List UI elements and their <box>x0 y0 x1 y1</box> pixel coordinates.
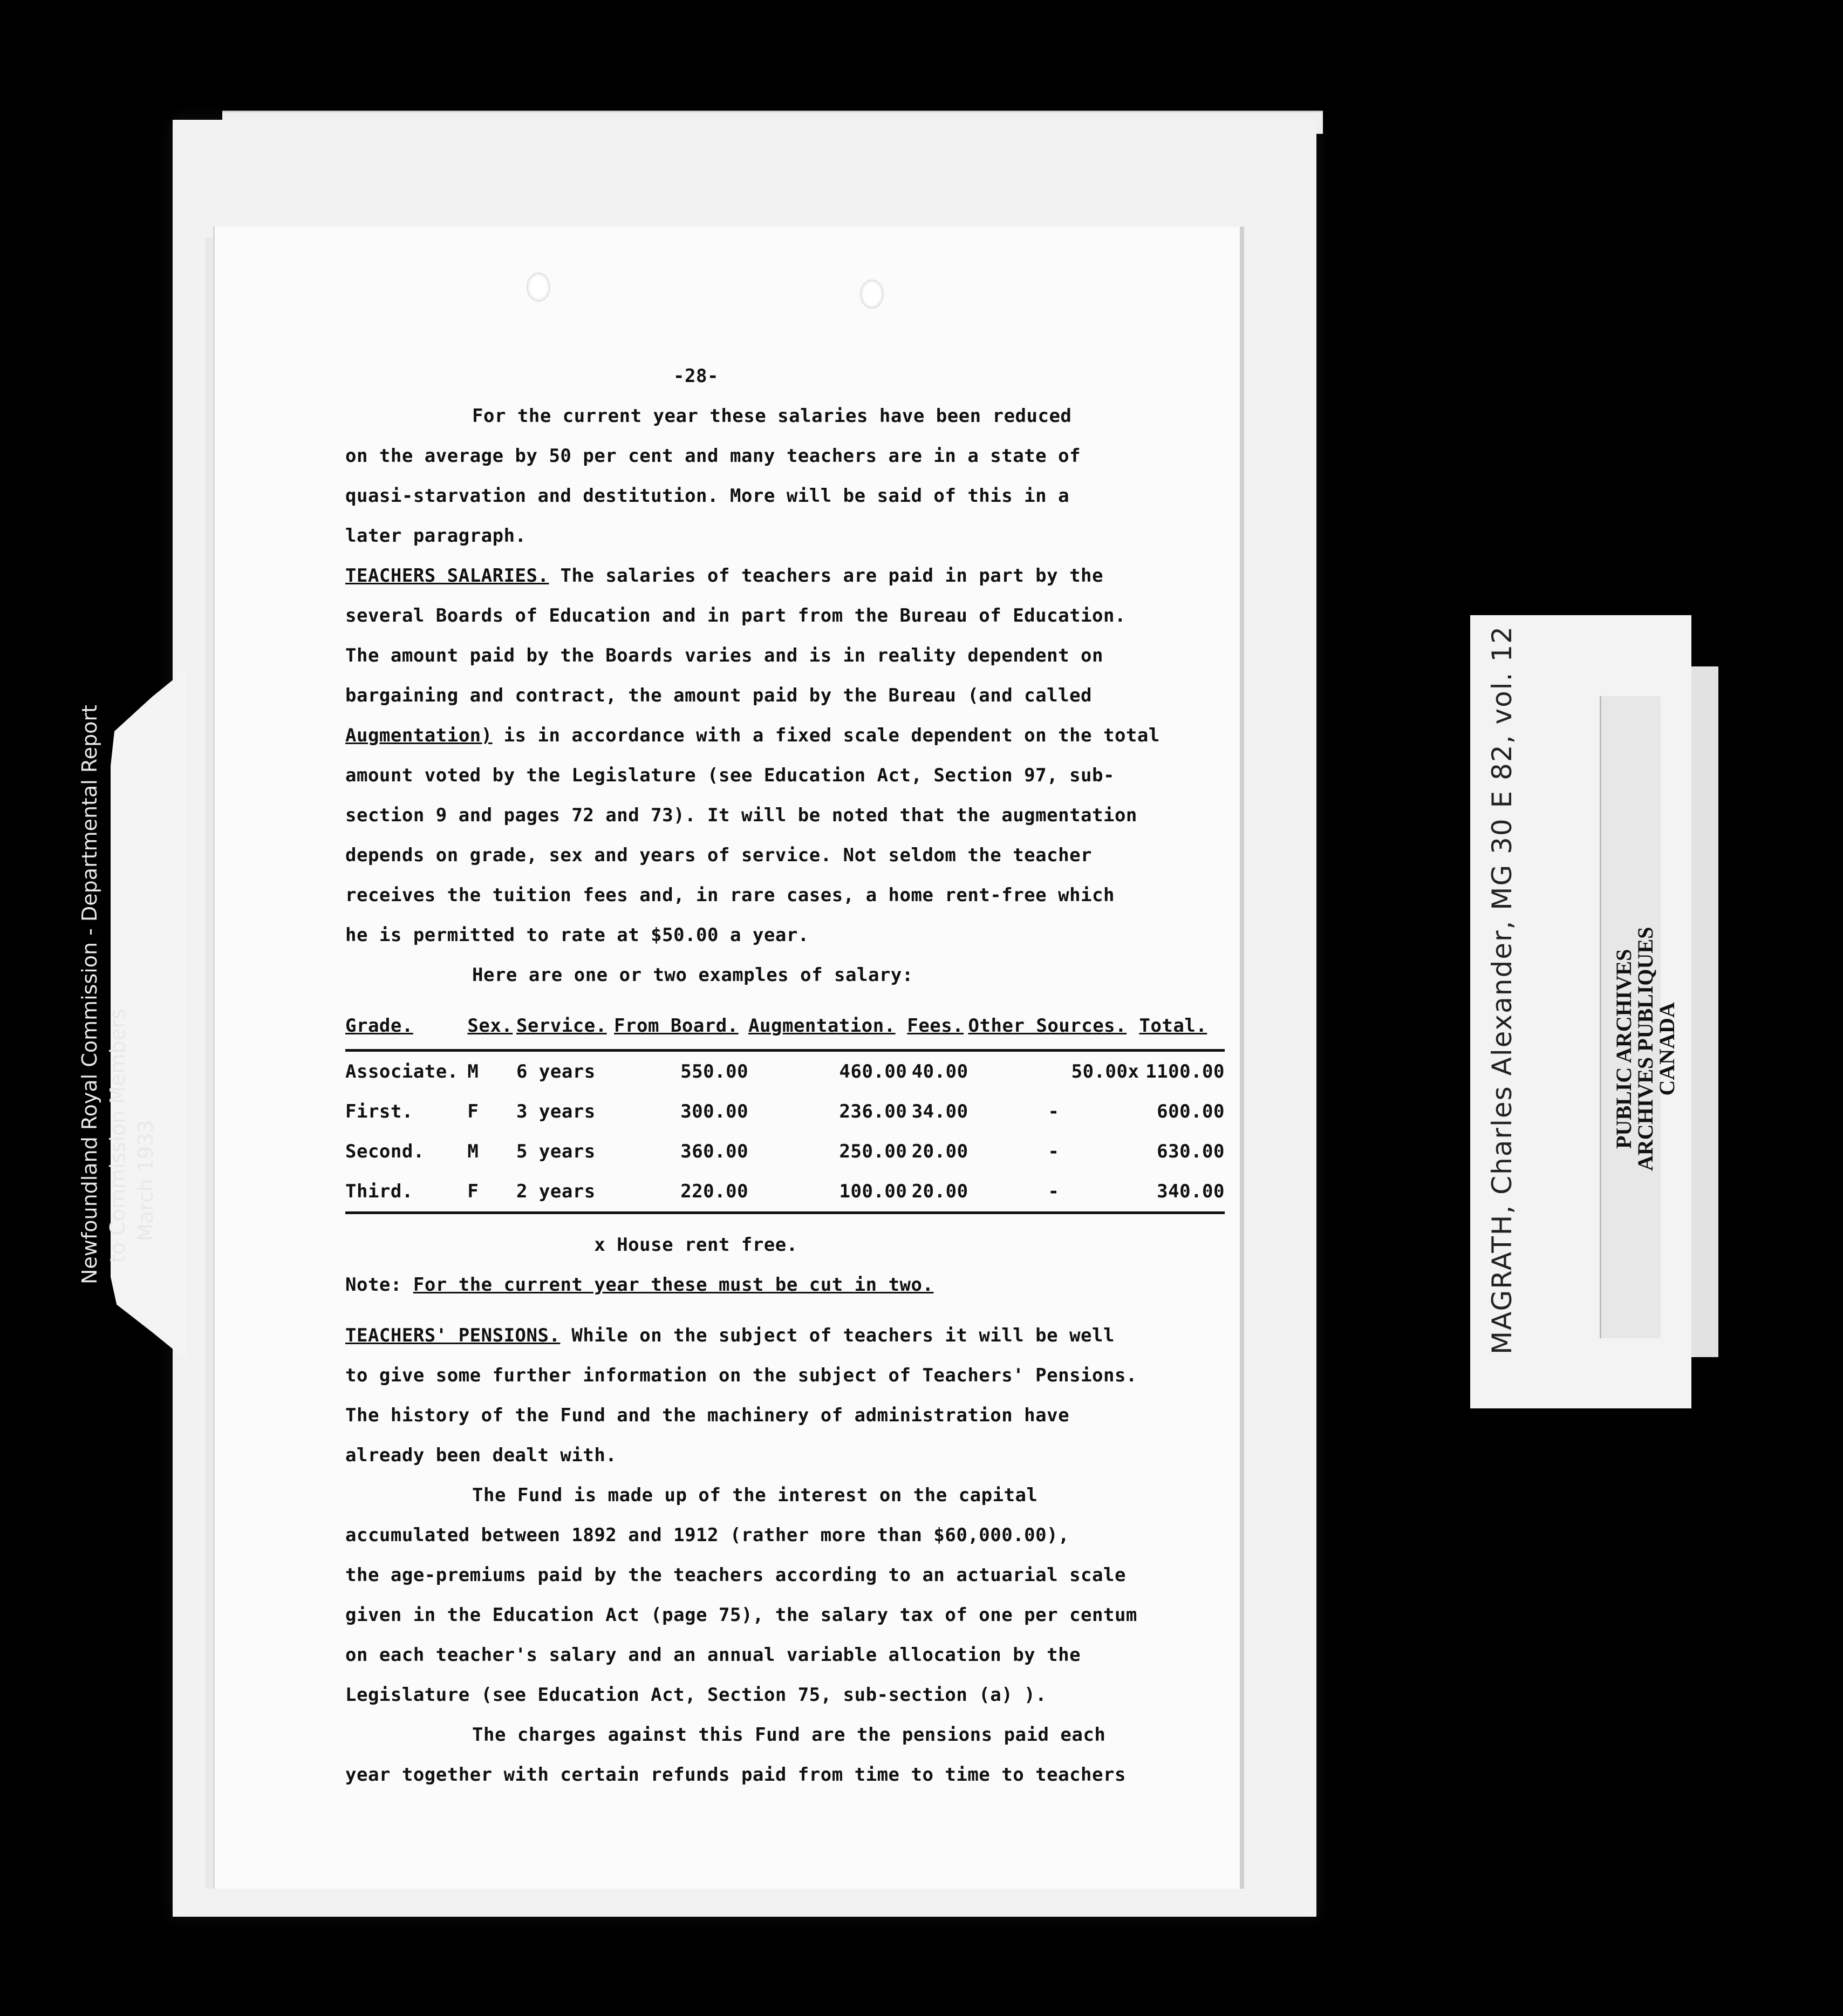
text-line: already been dealt with. <box>345 1445 617 1466</box>
table-cell: Associate. <box>345 1061 459 1082</box>
section-heading-teachers-pensions: TEACHERS' PENSIONS. <box>345 1325 561 1346</box>
column-header: Sex. <box>467 1006 516 1051</box>
handwritten-margin-note <box>76 705 160 1284</box>
column-header: Other Sources. <box>968 1006 1139 1051</box>
text-line <box>345 716 1230 755</box>
text-line <box>345 556 1230 596</box>
salary-table <box>345 1006 1225 1214</box>
table-row <box>345 1172 1225 1213</box>
table-row <box>345 1132 1225 1172</box>
text-line: on each teacher's salary and an annual variable allocation by the <box>345 1644 1081 1666</box>
note-text: For the current year these must be cut in two. <box>413 1274 934 1296</box>
table-footnote: x House rent free. <box>594 1234 798 1256</box>
table-cell: 1100.00 <box>1145 1061 1225 1082</box>
table-cell: 236.00 <box>839 1101 907 1122</box>
text-line: Here are one or two examples of salary: <box>472 964 913 986</box>
margin-note-line: March 1933 <box>134 1120 158 1241</box>
table-cell: First. <box>345 1101 413 1122</box>
stamp-line: PUBLIC ARCHIVES <box>1612 949 1636 1149</box>
page-number: -28- <box>673 365 719 387</box>
text-line: quasi-starvation and destitution. More will be said of this in a <box>345 485 1070 507</box>
paragraph-fund <box>345 1475 1230 1715</box>
table-cell: F <box>467 1172 516 1213</box>
paragraph-1 <box>345 396 1230 556</box>
text-line: year together with certain refunds paid from time to time to teachers <box>345 1764 1126 1786</box>
table-cell: 40.00 <box>911 1061 968 1082</box>
table-cell: - <box>1048 1141 1060 1162</box>
punch-hole-right <box>860 280 884 309</box>
text-line: Legislature (see Education Act, Section 75, sub-section (a) ). <box>345 1684 1047 1706</box>
table-cell: 600.00 <box>1157 1101 1225 1122</box>
table-cell: M <box>467 1141 479 1162</box>
text-line: depends on grade, sex and years of service. Not seldom the teacher <box>345 844 1093 866</box>
archive-label-handwriting: MAGRATH, Charles Alexander, MG 30 E 82, vol. 12 <box>1486 625 1518 1354</box>
text-fragment: While on the subject of teachers it will be well <box>560 1325 1115 1346</box>
text-line: the age-premiums paid by the teachers according to an actuarial scale <box>345 1564 1126 1586</box>
margin-note-line: Newfoundland Royal Commission - Departmental Report <box>78 705 101 1284</box>
typed-page <box>345 356 1230 1795</box>
table-cell: 50.00x <box>1071 1061 1139 1082</box>
table-cell: 300.00 <box>680 1101 749 1122</box>
table-cell: 20.00 <box>911 1141 968 1162</box>
column-header: From Board. <box>614 1006 748 1051</box>
table-cell: 20.00 <box>907 1172 968 1213</box>
text-line: The amount paid by the Boards varies and is in reality dependent on <box>345 645 1103 666</box>
table-header-row <box>345 1006 1225 1051</box>
column-header: Augmentation. <box>748 1006 907 1051</box>
text-line: to give some further information on the subject of Teachers' Pensions. <box>345 1365 1137 1386</box>
table-cell: 5 years <box>516 1141 596 1162</box>
column-header: Grade. <box>345 1006 467 1051</box>
table-cell: M <box>467 1061 479 1082</box>
text-line: he is permitted to rate at $50.00 a year. <box>345 924 809 946</box>
table-cell: 250.00 <box>839 1141 907 1162</box>
text-line: The history of the Fund and the machinery of administration have <box>345 1405 1070 1426</box>
column-header: Service. <box>516 1006 614 1051</box>
section-heading-teachers-salaries: TEACHERS SALARIES. <box>345 565 549 587</box>
table-cell: 340.00 <box>1139 1172 1225 1213</box>
punch-hole-left <box>527 273 550 302</box>
table-row <box>345 1051 1225 1092</box>
archive-stamp <box>1613 927 1678 1171</box>
column-header: Total. <box>1139 1006 1225 1051</box>
text-line: receives the tuition fees and, in rare cases, a home rent-free which <box>345 884 1115 906</box>
text-line: accumulated between 1892 and 1912 (rather more than $60,000.00), <box>345 1524 1070 1546</box>
text-line: section 9 and pages 72 and 73). It will be noted that the augmentation <box>345 805 1137 826</box>
augmentation-term: Augmentation) <box>345 725 493 746</box>
table-cell: 360.00 <box>680 1141 749 1162</box>
stamp-line: CANADA <box>1655 1002 1679 1096</box>
table-cell: 550.00 <box>680 1061 749 1082</box>
text-line: bargaining and contract, the amount paid by the Bureau (and called <box>345 685 1093 706</box>
text-fragment: is in accordance with a fixed scale dependent on the total <box>492 725 1160 746</box>
text-line: given in the Education Act (page 75), the salary tax of one per centum <box>345 1604 1137 1626</box>
table-cell: 2 years <box>516 1172 614 1213</box>
paragraph-charges <box>345 1715 1230 1795</box>
text-line: amount voted by the Legislature (see Education Act, Section 97, sub- <box>345 765 1115 786</box>
table-cell: Second. <box>345 1141 425 1162</box>
text-line <box>345 1316 1230 1356</box>
paragraph-teachers-salaries <box>345 556 1230 995</box>
note-line <box>345 1265 1230 1305</box>
note-label: Note: <box>345 1274 402 1296</box>
table-cell: Third. <box>345 1172 467 1213</box>
table-cell: 460.00 <box>839 1061 907 1082</box>
table-cell: 220.00 <box>614 1172 748 1213</box>
text-line: several Boards of Education and in part from the Bureau of Education. <box>345 605 1126 626</box>
text-line: For the current year these salaries have been reduced <box>472 405 1072 427</box>
table-cell: - <box>968 1172 1139 1213</box>
paragraph-teachers-pensions <box>345 1316 1230 1475</box>
table-cell: 6 years <box>516 1061 596 1082</box>
table-cell: 3 years <box>516 1101 596 1122</box>
text-line: later paragraph. <box>345 525 527 547</box>
table-cell: 34.00 <box>911 1101 968 1122</box>
text-fragment: The salaries of teachers are paid in part by the <box>549 565 1103 587</box>
column-header: Fees. <box>907 1006 968 1051</box>
table-cell: F <box>467 1101 479 1122</box>
margin-note-line: to Commission Members <box>106 1009 129 1263</box>
text-line: The charges against this Fund are the pensions paid each <box>472 1724 1106 1746</box>
table-cell: 630.00 <box>1157 1141 1225 1162</box>
stamp-line: ARCHIVES PUBLIQUES <box>1633 927 1657 1171</box>
text-line: on the average by 50 per cent and many teachers are in a state of <box>345 445 1081 467</box>
table-row <box>345 1092 1225 1132</box>
text-line: The Fund is made up of the interest on the capital <box>472 1484 1038 1506</box>
table-cell: - <box>1048 1101 1060 1122</box>
table-cell: 100.00 <box>748 1172 907 1213</box>
